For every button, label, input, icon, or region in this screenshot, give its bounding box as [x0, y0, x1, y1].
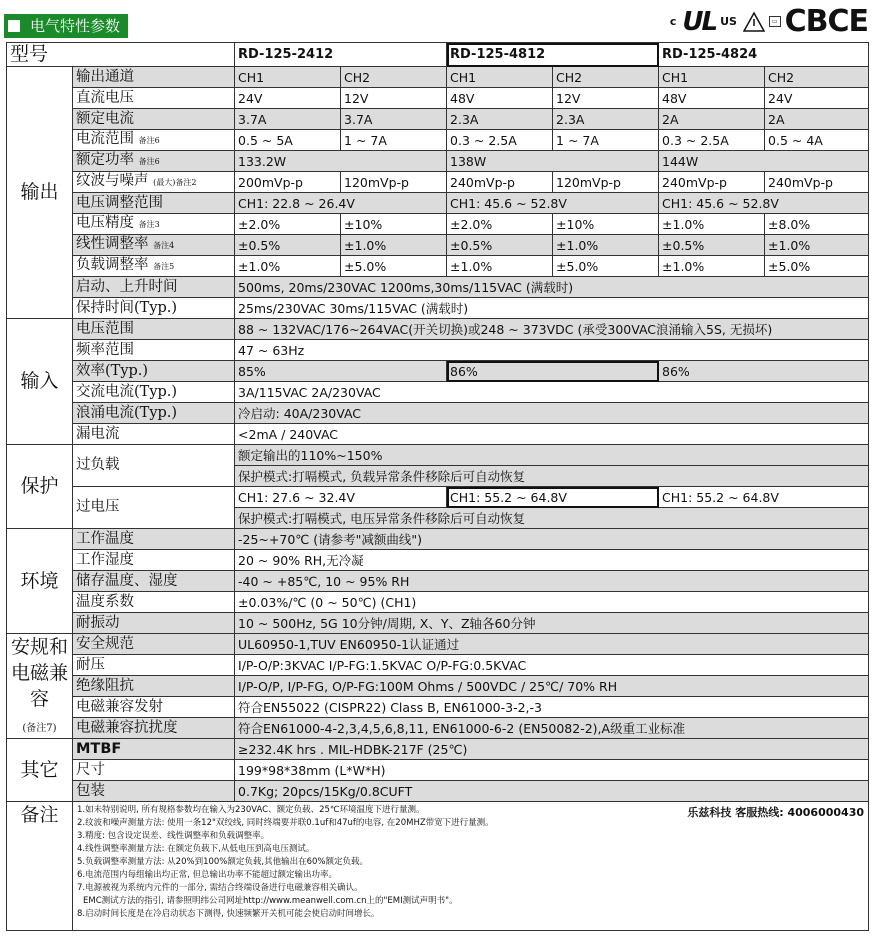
spec-value: ±0.5% [235, 235, 341, 256]
text: 电气特性参数 [30, 17, 121, 35]
text: 1.如未特别说明, 所有规格参数均在输入为230VAC、额定负载、25℃环境温度下进行量测。 [77, 805, 425, 815]
table-row [7, 487, 869, 508]
table-row [7, 571, 869, 592]
spec-value: ±10% [341, 214, 447, 235]
spec-value: ±10% [553, 214, 659, 235]
table-row [7, 382, 869, 403]
spec-value: ±1.0% [447, 256, 553, 277]
text: 4.线性调整率测量方法: 在额定负载下,从低电压到高电压测试。 [77, 844, 315, 854]
spec-value: 240mVp-p [765, 172, 869, 193]
spec-value: 2.3A [553, 109, 659, 130]
table-row [7, 655, 869, 676]
table-row [7, 613, 869, 634]
spec-value: 88 ~ 132VAC/176~264VAC(开关切换)或248 ~ 373VDC (承受300VAC浪涌输入5S, 无损坏) [235, 319, 869, 340]
spec-value: ±0.03%/℃ (0 ~ 50℃) (CH1) [235, 592, 869, 613]
spec-value: 24V [765, 88, 869, 109]
table-row [7, 43, 869, 67]
spec-value: ±1.0% [659, 214, 765, 235]
row-label: 储存温度、湿度 [73, 571, 235, 592]
text: 8.启动时间长度是在冷启动状态下测得, 快速频繁开关机可能会使启动时间增长。 [77, 909, 380, 919]
spec-value: 86% [659, 361, 869, 382]
spec-value: 2.3A [447, 109, 553, 130]
spec-value: CH2 [765, 67, 869, 88]
spec-value: 3.7A [341, 109, 447, 130]
model-3: RD-125-4824 [659, 43, 869, 67]
notes-block [73, 802, 869, 931]
spec-value: CH1 [659, 67, 765, 88]
model-2: RD-125-4812 [447, 43, 659, 67]
spec-value: 保护模式:打嗝模式, 负载异常条件移除后可自动恢复 [235, 466, 869, 487]
spec-value: ±0.5% [447, 235, 553, 256]
group-output: 输出 [7, 67, 73, 319]
group-environment: 环境 [7, 529, 73, 634]
group-protection: 保护 [7, 445, 73, 529]
table-row [7, 445, 869, 466]
text: 电压精度 [76, 215, 134, 231]
row-label: MTBF [73, 739, 235, 760]
spec-value: CH2 [341, 67, 447, 88]
spec-value: CH1: 55.2 ~ 64.8V [659, 487, 869, 508]
spec-value: 符合EN55022 (CISPR22) Class B, EN61000-3-2,-3 [235, 697, 869, 718]
input-section [7, 319, 869, 445]
model-label: 型号 [7, 43, 235, 67]
tuv-mark-icon: ▭ [769, 16, 781, 27]
spec-value: <2mA / 240VAC [235, 424, 869, 445]
row-label: 漏电流 [73, 424, 235, 445]
protection-section [7, 445, 869, 529]
spec-value: ±1.0% [235, 256, 341, 277]
row-label [73, 214, 235, 235]
model-1: RD-125-2412 [235, 43, 447, 67]
spec-value: 133.2W [235, 151, 447, 172]
spec-value: ±8.0% [765, 214, 869, 235]
spec-value: 2A [765, 109, 869, 130]
spec-value: ±0.5% [659, 235, 765, 256]
spec-value: 符合EN61000-4-2,3,4,5,6,8,11, EN61000-6-2 (EN50082-2),A级重工业标准 [235, 718, 869, 739]
spec-value: 10 ~ 500Hz, 5G 10分钟/周期, X、Y、Z轴各60分钟 [235, 613, 869, 634]
row-label: 电压调整范围 [73, 193, 235, 214]
table-row [7, 361, 869, 382]
table-row [7, 319, 869, 340]
table-row [7, 424, 869, 445]
row-label: 工作湿度 [73, 550, 235, 571]
spec-value: 85% [235, 361, 447, 382]
text: (最大)备注2 [153, 178, 197, 187]
row-label [73, 151, 235, 172]
row-label: 工作温度 [73, 529, 235, 550]
row-label [73, 235, 235, 256]
spec-value: 138W [447, 151, 659, 172]
text: 备注5 [153, 262, 175, 271]
row-label [73, 256, 235, 277]
group-input: 输入 [7, 319, 73, 445]
table-row [7, 781, 869, 802]
table-row [7, 718, 869, 739]
row-label: 直流电压 [73, 88, 235, 109]
row-label: 效率(Typ.) [73, 361, 235, 382]
row-label: 耐压 [73, 655, 235, 676]
spec-value: 0.5 ~ 5A [235, 130, 341, 151]
row-label: 电磁兼容抗扰度 [73, 718, 235, 739]
text: 6.电流范围内每组输出均正常, 但总输出功率不能超过额定输出功率。 [77, 870, 338, 880]
spec-value: 额定输出的110%~150% [235, 445, 869, 466]
us-mark: US [720, 15, 737, 28]
text: 备注6 [138, 157, 160, 166]
row-label: 电磁兼容发射 [73, 697, 235, 718]
spec-value: CH1: 27.6 ~ 32.4V [235, 487, 447, 508]
square-icon [8, 20, 20, 32]
table-row [7, 634, 869, 655]
spec-value: 199*98*38mm (L*W*H) [235, 760, 869, 781]
spec-value: 12V [553, 88, 659, 109]
spec-value: CH1: 45.6 ~ 52.8V [659, 193, 869, 214]
spec-value: UL60950-1,TUV EN60950-1认证通过 [235, 634, 869, 655]
table-row [7, 802, 869, 931]
row-label: 频率范围 [73, 340, 235, 361]
text: 安规和电磁兼容 [10, 636, 68, 710]
table-row [7, 277, 869, 298]
cb-ce-logo: CBCE [784, 4, 868, 39]
spec-value: CH2 [553, 67, 659, 88]
table-row [7, 256, 869, 277]
spec-value: 24V [235, 88, 341, 109]
top-bar [0, 0, 874, 42]
ul-logo: UL [682, 6, 717, 37]
spec-value: CH1: 45.6 ~ 52.8V [447, 193, 659, 214]
spec-value: 保护模式:打嗝模式, 电压异常条件移除后可自动恢复 [235, 508, 869, 529]
spec-value: CH1: 55.2 ~ 64.8V [447, 487, 659, 508]
row-label: 尺寸 [73, 760, 235, 781]
spec-value: ±1.0% [765, 235, 869, 256]
text: 5.负载调整率测量方法: 从20%到100%额定负载,其他输出在60%额定负载。 [77, 857, 368, 867]
spec-value: 144W [659, 151, 869, 172]
spec-value: 48V [659, 88, 765, 109]
spec-value: 20 ~ 90% RH,无冷凝 [235, 550, 869, 571]
text: 7.电源被视为系统内元件的一部分, 需结合终端设备进行电磁兼容相关确认。 [77, 883, 363, 893]
table-row [7, 760, 869, 781]
spec-value: 25ms/230VAC 30ms/115VAC (满载时) [235, 298, 869, 319]
spec-value: 1 ~ 7A [341, 130, 447, 151]
environment-section [7, 529, 869, 634]
spec-value: 0.3 ~ 2.5A [659, 130, 765, 151]
text: 2.纹波和噪声测量方法: 使用一条12"双绞线, 同时终端要并联0.1uf和47uf的电容, 在20MHZ带宽下进行量测。 [77, 818, 494, 828]
row-label: 包装 [73, 781, 235, 802]
row-label: 浪涌电流(Typ.) [73, 403, 235, 424]
group-notes: 备注 [7, 802, 73, 931]
row-label: 耐振动 [73, 613, 235, 634]
row-label [73, 130, 235, 151]
table-row [7, 676, 869, 697]
spec-value: CH1: 22.8 ~ 26.4V [235, 193, 447, 214]
text: EMC测试方法的指引, 请参照明纬公司网址http://www.meanwell.com.cn上的"EMI测试声明书"。 [83, 896, 458, 906]
spec-table [6, 42, 869, 931]
spec-value: CH1 [235, 67, 341, 88]
row-label: 输出通道 [73, 67, 235, 88]
row-label: 安全规范 [73, 634, 235, 655]
spec-value: 120mVp-p [341, 172, 447, 193]
spec-value: 200mVp-p [235, 172, 341, 193]
spec-value: 47 ~ 63Hz [235, 340, 869, 361]
spec-value: 120mVp-p [553, 172, 659, 193]
spec-value: ±1.0% [341, 235, 447, 256]
spec-value: ≥232.4K hrs . MIL-HDBK-217F (25℃) [235, 739, 869, 760]
spec-value: 48V [447, 88, 553, 109]
table-row [7, 235, 869, 256]
group-safety [7, 634, 73, 739]
row-label: 额定电流 [73, 109, 235, 130]
table-row [7, 214, 869, 235]
hotline: 乐兹科技 客服热线: 4006000430 [687, 806, 865, 819]
spec-value: 500ms, 20ms/230VAC 1200ms,30ms/115VAC (满载时) [235, 277, 869, 298]
c-mark: c [669, 15, 677, 28]
spec-value: 0.7Kg; 20pcs/15Kg/0.8CUFT [235, 781, 869, 802]
row-label: 保持时间(Typ.) [73, 298, 235, 319]
warning-triangle-icon [743, 11, 765, 33]
spec-value: 冷启动: 40A/230VAC [235, 403, 869, 424]
row-label: 电压范围 [73, 319, 235, 340]
table-row [7, 88, 869, 109]
text: (备注7) [22, 723, 57, 734]
spec-value: 1 ~ 7A [553, 130, 659, 151]
row-label: 过负载 [73, 445, 235, 487]
row-label: 启动、上升时间 [73, 277, 235, 298]
spec-value: 0.3 ~ 2.5A [447, 130, 553, 151]
spec-value: 12V [341, 88, 447, 109]
spec-value: 3A/115VAC 2A/230VAC [235, 382, 869, 403]
text: 备注3 [138, 220, 160, 229]
table-row [7, 151, 869, 172]
text: 额定功率 [76, 152, 134, 168]
table-row [7, 550, 869, 571]
table-row [7, 340, 869, 361]
table-row [7, 109, 869, 130]
section-title [4, 14, 128, 38]
table-row [7, 172, 869, 193]
table-row [7, 529, 869, 550]
spec-value: 0.5 ~ 4A [765, 130, 869, 151]
table-row [7, 298, 869, 319]
cert-logos [670, 4, 868, 39]
spec-value: ±5.0% [765, 256, 869, 277]
table-row [7, 67, 869, 88]
table-row [7, 697, 869, 718]
other-section [7, 739, 869, 802]
spec-value: 3.7A [235, 109, 341, 130]
row-label: 绝缘阻抗 [73, 676, 235, 697]
spec-value: ±5.0% [553, 256, 659, 277]
text: 3.精度: 包含设定误差、线性调整率和负载调整率。 [77, 831, 270, 841]
text: 负载调整率 [76, 257, 149, 273]
table-row [7, 193, 869, 214]
spec-value: I/P-O/P, I/P-FG, O/P-FG:100M Ohms / 500VDC / 25℃/ 70% RH [235, 676, 869, 697]
spec-value: 2A [659, 109, 765, 130]
row-label: 过电压 [73, 487, 235, 529]
table-row [7, 403, 869, 424]
safety-section [7, 634, 869, 739]
output-section [7, 67, 869, 319]
spec-value: ±2.0% [447, 214, 553, 235]
spec-value: ±2.0% [235, 214, 341, 235]
row-label [73, 172, 235, 193]
spec-value: CH1 [447, 67, 553, 88]
row-label: 交流电流(Typ.) [73, 382, 235, 403]
text: 电流范围 [76, 131, 134, 147]
spec-value: ±1.0% [659, 256, 765, 277]
table-row [7, 130, 869, 151]
text: 纹波与噪声 [76, 173, 149, 189]
spec-value: ±1.0% [553, 235, 659, 256]
spec-value: 240mVp-p [447, 172, 553, 193]
group-other: 其它 [7, 739, 73, 802]
spec-value: I/P-O/P:3KVAC I/P-FG:1.5KVAC O/P-FG:0.5KVAC [235, 655, 869, 676]
spec-value: ±5.0% [341, 256, 447, 277]
table-row [7, 739, 869, 760]
spec-value: -25~+70℃ (请参考"减额曲线") [235, 529, 869, 550]
text: 线性调整率 [76, 236, 149, 252]
row-label: 温度系数 [73, 592, 235, 613]
spec-value: -40 ~ +85℃, 10 ~ 95% RH [235, 571, 869, 592]
table-row [7, 592, 869, 613]
text: 备注6 [138, 136, 160, 145]
text: 备注4 [153, 241, 175, 250]
spec-value: 86% [447, 361, 659, 382]
spec-value: 240mVp-p [659, 172, 765, 193]
